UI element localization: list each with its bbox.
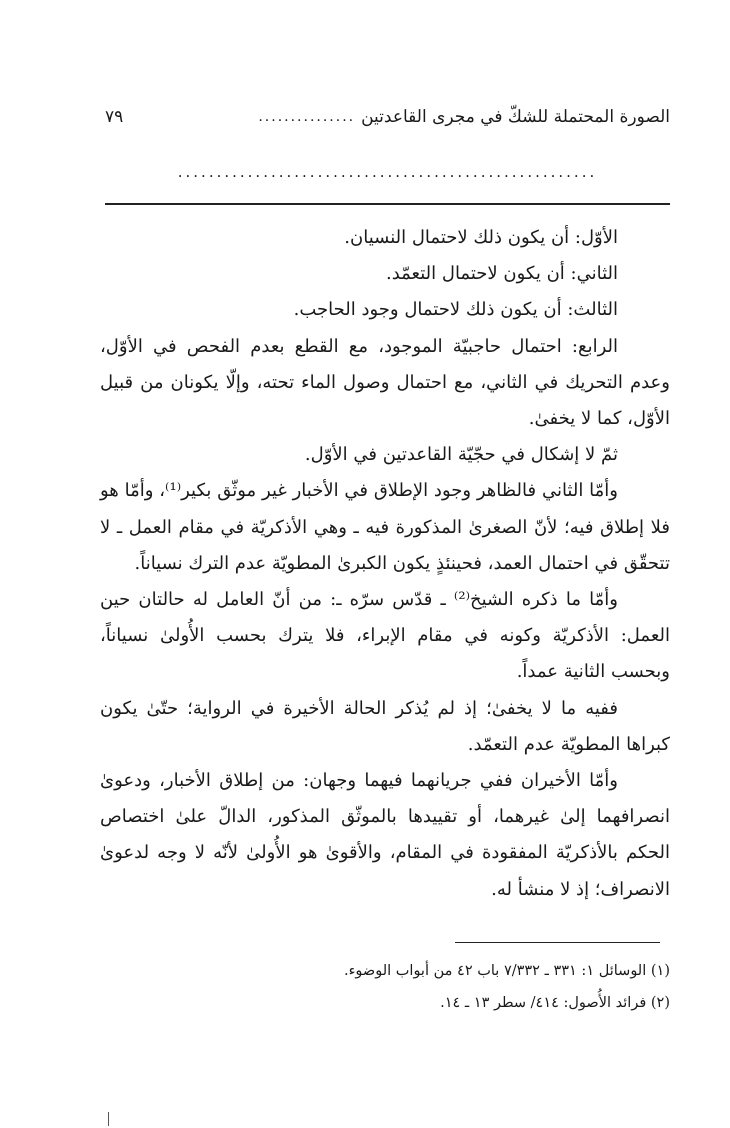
paragraph-third: الثالث: أن يكون ذلك لاحتمال وجود الحاجب. xyxy=(293,299,618,321)
footnote-rule xyxy=(455,942,660,943)
footnote-2: (٢) فرائد الأُصول: ٤١٤/ سطر ١٣ ـ ١٤. xyxy=(440,995,670,1011)
page-edge-mark xyxy=(108,1112,109,1126)
page-number: ٧٩ xyxy=(105,107,124,127)
dotted-separator: ...................................................... xyxy=(177,163,598,181)
paragraph-last-two: وأمّا الأخيران ففي جريانهما فيهما وجهان: من إطلاق الأخبار، ودعوىٰ انصرافهما إلىٰ غيرهما، أو تقييدها بالموثّق المذكور، الدالّ علىٰ اختصاص الحكم بالأذكريّة المفقودة في المقام، والأقوىٰ هو الأُولىٰ لأنّه لا وجه لدعوىٰ الانصراف؛ إذ لا منشأ له. xyxy=(100,770,670,900)
paragraph-shaykh: وأمّا ما ذكره الشيخ⁽²⁾ ـ قدّس سرّه ـ: من أنّ العامل له حالتان حين العمل: الأذكريّة وكونه في مقام الإبراء، فلا يترك بحسب الأُولىٰ نسياناً، وبحسب الثانية عمداً. xyxy=(100,589,670,683)
paragraph-first: الأوّل: أن يكون ذلك لاحتمال النسيان. xyxy=(344,227,618,248)
running-header xyxy=(105,100,670,134)
paragraph-objection: ففيه ما لا يخفىٰ؛ إذ لم يُذكر الحالة الأخيرة في الرواية؛ حتّىٰ يكون كبراها المطويّة عدم التعمّد. xyxy=(100,697,670,755)
header-rule xyxy=(105,203,670,205)
header-leader-dots: ............... xyxy=(258,109,356,125)
paragraph-fourth: الرابع: احتمال حاجبيّة الموجود، مع القطع بعدم الفحص في الأوّل، وعدم التحريك في الثاني، مع احتمال وصول الماء تحته، وإلّا يكونان من قبيل الأوّل، كما لا يخفىٰ. xyxy=(100,335,670,430)
footnote-1: (١) الوسائل ١: ٣٣١ ـ ٧/٣٣٢ باب ٤٢ من أبواب الوضوء. xyxy=(343,963,670,979)
paragraph-second: الثاني: أن يكون لاحتمال التعمّد. xyxy=(385,263,618,285)
footnotes xyxy=(230,955,670,1019)
body-text xyxy=(100,220,670,908)
paragraph-second-case: وأمّا الثاني فالظاهر وجود الإطلاق في الأخبار غير موثّق بكير⁽¹⁾، وأمّا هو فلا إطلاق فيه؛ لأنّ الصغرىٰ المذكورة فيه ـ وهي الأذكريّة في مقام العمل ـ لا تتحقّق في احتمال العمد، فحينئذٍ يكون الكبرىٰ المطويّة عدم الترك نسياناً. xyxy=(100,480,670,574)
header-title: الصورة المحتملة للشكّ في مجرى القاعدتين xyxy=(361,107,670,127)
paragraph-conclusion: ثمّ لا إشكال في حجّيّة القاعدتين في الأوّل. xyxy=(304,444,618,466)
